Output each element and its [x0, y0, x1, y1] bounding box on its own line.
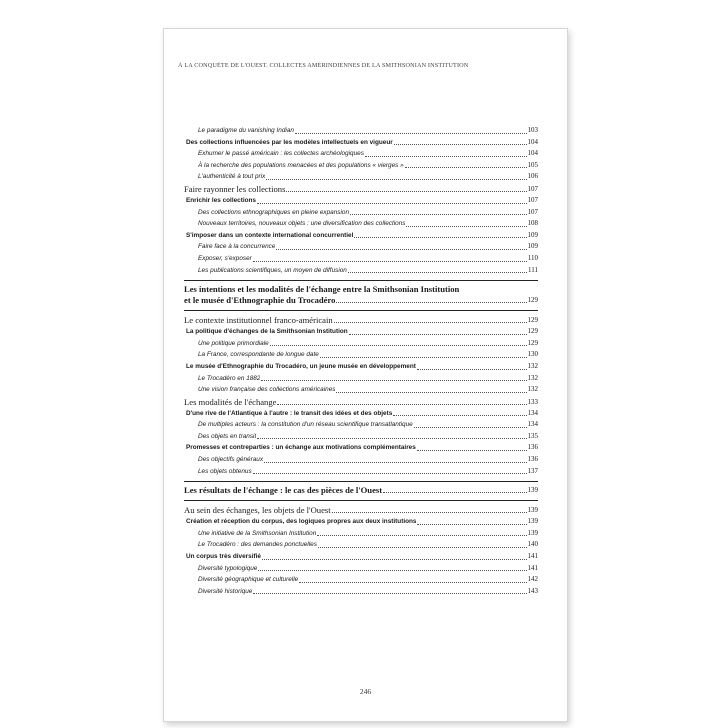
toc-entry-title: Les modalités de l'échange: [184, 396, 277, 407]
running-head: À LA CONQUÊTE DE L'OUEST. COLLECTES AMÉRINDIENNES DE LA SMITHSONIAN INSTITUTION: [178, 62, 469, 69]
toc-entry-level-4[interactable]: [184, 466, 538, 478]
toc-entry-page: 136: [527, 443, 538, 452]
book-page: [163, 28, 568, 722]
dot-leader: [257, 438, 526, 439]
toc-entry-title: Le musée d'Ethnographie du Trocadéro, un jeune musée en développement: [186, 362, 416, 370]
toc-entry-page: 139: [527, 506, 538, 515]
toc-entry-page: 104: [527, 149, 538, 158]
toc-entry-title: Diversité typologique: [198, 564, 258, 572]
section-rule: [184, 280, 538, 281]
toc-entry-page: 129: [527, 338, 538, 347]
toc-entry-page: 132: [527, 373, 538, 382]
toc-entry-level-4[interactable]: [184, 241, 538, 253]
toc-entry-title: Le contexte institutionnel franco-américain: [184, 315, 333, 326]
toc-entry-title: Diversité géographique et culturelle: [198, 576, 299, 584]
toc-entry-title: Des objets en transit: [198, 432, 257, 440]
toc-entry-page: 130: [527, 350, 538, 359]
toc-entry-title: Un corpus très diversifié: [186, 553, 261, 561]
dot-leader: [261, 380, 526, 381]
toc-entry-title: Les publications scientifiques, un moyen de diffusion: [198, 266, 347, 274]
toc-part-title-line: Les intentions et les modalités de l'échange entre la Smithsonian Institution: [184, 284, 460, 295]
toc-entry-title: Une initiative de la Smithsonian Institution: [198, 529, 317, 537]
toc-entry-page: 141: [527, 563, 538, 572]
table-of-contents: [184, 125, 538, 597]
toc-entry-level-2[interactable]: [184, 183, 538, 195]
dot-leader: [336, 302, 526, 303]
dot-leader: [350, 214, 527, 215]
toc-entry-page: 108: [527, 219, 538, 228]
dot-leader: [354, 237, 526, 238]
dot-leader: [299, 582, 526, 583]
toc-entry-level-4[interactable]: [184, 528, 538, 540]
toc-entry-level-3[interactable]: [184, 442, 538, 454]
dot-leader: [334, 322, 527, 323]
toc-entry-level-4[interactable]: [184, 349, 538, 361]
toc-entry-level-4[interactable]: [184, 253, 538, 265]
toc-entry-title: Des objectifs généraux: [198, 456, 264, 464]
toc-entry-title: À la recherche des populations menacées et des populations « vierges »: [198, 161, 404, 169]
toc-entry-title: Des collections influencées par les modèles intellectuels en vigueur: [186, 138, 393, 146]
dot-leader: [417, 450, 527, 451]
toc-entry-page: 139: [527, 528, 538, 537]
toc-entry-level-3[interactable]: [184, 326, 538, 338]
toc-entry-level-4[interactable]: [184, 431, 538, 443]
toc-entry-page: 141: [527, 552, 538, 561]
toc-entry-page: 134: [527, 420, 538, 429]
toc-entry-page: 107: [527, 207, 538, 216]
dot-leader: [253, 593, 526, 594]
toc-entry-page: 107: [527, 195, 538, 204]
dot-leader: [318, 547, 527, 548]
toc-entry-title: Au sein des échanges, les objets de l'Ouest: [184, 505, 331, 516]
toc-entry-title: Exhumer le passé américain : les collectes archéologiques: [198, 150, 364, 158]
dot-leader: [266, 179, 526, 180]
toc-entry-level-4[interactable]: [184, 160, 538, 172]
dot-leader: [417, 524, 526, 525]
toc-entry-level-4[interactable]: [184, 338, 538, 350]
toc-entry-page: 139: [527, 517, 538, 526]
toc-entry-title: De multiples acteurs : la constitution d'un réseau scientifique transatlantique: [198, 421, 413, 429]
toc-entry-level-3[interactable]: [184, 230, 538, 242]
toc-entry-page: 139: [527, 486, 538, 495]
toc-entry-level-3[interactable]: [184, 408, 538, 420]
toc-entry-level-3[interactable]: [184, 195, 538, 207]
dot-leader: [286, 191, 526, 192]
toc-entry-page: 132: [527, 361, 538, 370]
toc-entry-page: 135: [527, 431, 538, 440]
toc-entry-level-2[interactable]: [184, 396, 538, 408]
toc-entry-page: 132: [527, 385, 538, 394]
toc-entry-level-4[interactable]: [184, 148, 538, 160]
toc-entry-page: 129: [527, 327, 538, 336]
toc-entry-level-4[interactable]: [184, 384, 538, 396]
toc-entry-title: Diversité historique: [198, 587, 253, 595]
section-rule: [184, 310, 538, 311]
toc-entry-title: La France, correspondante de longue date: [198, 351, 319, 359]
toc-entry-level-4[interactable]: [184, 539, 538, 551]
toc-entry-title: Création et réception du corpus, des logiques propres aux deux institutions: [186, 518, 417, 526]
toc-entry-page: 111: [528, 265, 538, 274]
dot-leader: [317, 535, 526, 536]
toc-entry-title: Des collections ethnographiques en pleine expansion: [198, 208, 349, 216]
dot-leader: [270, 345, 527, 346]
toc-entry-title: Une politique primordiale: [198, 339, 269, 347]
toc-entry-title: Enrichir les collections: [186, 196, 256, 204]
toc-entry-page: 105: [527, 160, 538, 169]
dot-leader: [383, 492, 526, 493]
toc-entry-page: 110: [527, 253, 538, 262]
dot-leader: [394, 144, 527, 145]
toc-entry-title: Le Trocadéro en 1882: [198, 374, 261, 382]
toc-entry-page: 143: [527, 586, 538, 595]
toc-entry-level-4[interactable]: [184, 419, 538, 431]
toc-entry-title: Le Trocadéro : des demandes ponctuelles: [198, 541, 317, 549]
toc-entry-title: L'authenticité à tout prix: [198, 173, 266, 181]
toc-entry-page: 104: [527, 137, 538, 146]
toc-entry-level-4[interactable]: [184, 171, 538, 183]
dot-leader: [295, 133, 527, 134]
toc-entry-level-4[interactable]: [184, 586, 538, 598]
dot-leader: [258, 570, 526, 571]
toc-entry-title: La politique d'échanges de la Smithsonian Institution: [186, 328, 348, 336]
dot-leader: [365, 156, 527, 157]
toc-entry-level-3[interactable]: [184, 137, 538, 149]
dot-leader: [348, 272, 527, 273]
dot-leader: [253, 473, 527, 474]
dot-leader: [277, 404, 526, 405]
toc-entry-title: Promesses et contreparties : un échange aux motivations complémentaires: [186, 444, 416, 452]
dot-leader: [257, 203, 527, 204]
toc-entry-level-2[interactable]: [184, 504, 538, 516]
toc-entry-level-3[interactable]: [184, 516, 538, 528]
toc-entry-page: 133: [527, 397, 538, 406]
toc-entry-page: 107: [527, 184, 538, 193]
dot-leader: [336, 392, 526, 393]
toc-entry-level-4[interactable]: [184, 265, 538, 277]
toc-entry-page: 142: [527, 575, 538, 584]
toc-entry-page: 103: [527, 126, 538, 134]
toc-entry-page: 129: [527, 316, 538, 325]
toc-entry-page: 106: [527, 172, 538, 181]
toc-entry-page: 137: [527, 466, 538, 475]
toc-entry-level-4[interactable]: [184, 563, 538, 575]
toc-entry-level-3[interactable]: [184, 361, 538, 373]
toc-entry-title: Exposer, s'exposer: [198, 254, 252, 262]
toc-entry-page: 136: [527, 455, 538, 464]
toc-entry-title: Les objets obtenus: [198, 467, 252, 475]
toc-entry-level-3[interactable]: [184, 551, 538, 563]
toc-entry-title: Nouveaux territoires, nouveaux objets : une diversification des collections: [198, 220, 406, 228]
toc-entry-title: Faire rayonner les collections: [184, 183, 286, 194]
toc-entry-title: et le musée d'Ethnographie du Trocadéro: [184, 295, 336, 306]
toc-entry-page: 109: [527, 242, 538, 251]
toc-entry-title: Le paradigme du vanishing Indian: [198, 127, 294, 134]
section-rule: [184, 481, 538, 482]
toc-entry-page: 134: [527, 408, 538, 417]
toc-entry-level-4[interactable]: [184, 454, 538, 466]
toc-entry-level-4[interactable]: [184, 218, 538, 230]
toc-entry-level-2[interactable]: [184, 314, 538, 326]
toc-entry-level-4[interactable]: [184, 574, 538, 586]
dot-leader: [262, 559, 527, 560]
dot-leader: [276, 249, 526, 250]
toc-entry-level-4[interactable]: [184, 125, 538, 137]
dot-leader: [393, 415, 526, 416]
dot-leader: [406, 226, 526, 227]
toc-entry-level-1[interactable]: [184, 295, 538, 306]
dot-leader: [264, 462, 526, 463]
toc-entry-level-4[interactable]: [184, 373, 538, 385]
dot-leader: [414, 427, 527, 428]
toc-entry-level-4[interactable]: [184, 207, 538, 219]
dot-leader: [332, 512, 527, 513]
dot-leader: [417, 369, 527, 370]
toc-entry-title: Faire face à la concurrence: [198, 243, 276, 251]
page-number: 246: [359, 687, 372, 696]
toc-entry-page: 109: [527, 230, 538, 239]
dot-leader: [253, 261, 527, 262]
dot-leader: [349, 334, 527, 335]
toc-entry-page: 140: [527, 540, 538, 549]
dot-leader: [320, 357, 527, 358]
toc-entry-title: S'imposer dans un contexte international concurrentiel: [186, 231, 354, 239]
toc-entry-page: 129: [527, 296, 538, 305]
section-rule: [184, 500, 538, 501]
dot-leader: [405, 167, 527, 168]
toc-entry-title: Les résultats de l'échange : le cas des pièces de l'Ouest: [184, 485, 383, 496]
toc-entry-level-1[interactable]: [184, 485, 538, 496]
toc-entry-title: Une vision française des collections américaines: [198, 386, 336, 394]
toc-entry-title: D'une rive de l'Atlantique à l'autre : le transit des idées et des objets: [186, 409, 393, 417]
